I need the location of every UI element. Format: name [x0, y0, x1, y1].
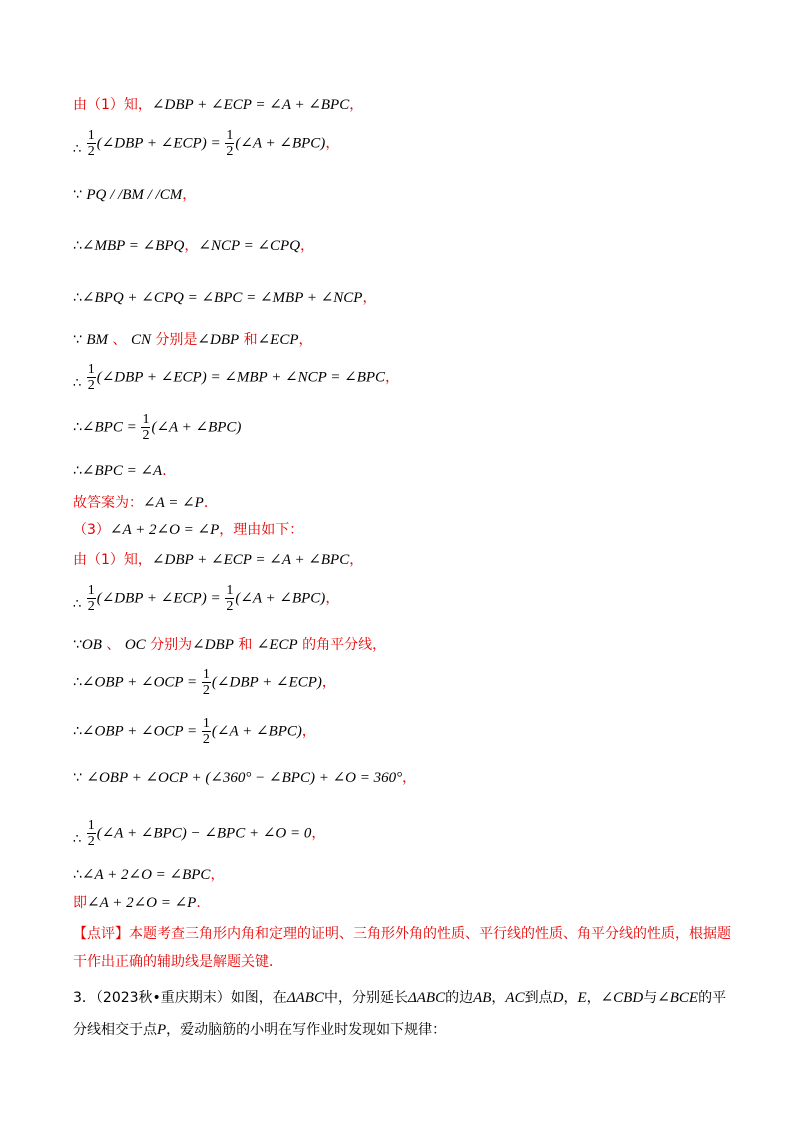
text: ，理由如下：	[219, 522, 304, 538]
fraction	[202, 667, 211, 698]
denominator: 2	[87, 834, 95, 849]
numerator: 1	[142, 412, 150, 427]
line-5	[73, 289, 376, 307]
therefore-symbol: ∴	[73, 238, 82, 254]
punct: ．	[162, 463, 177, 479]
punct: ，	[184, 238, 199, 254]
punct: ，	[325, 590, 340, 607]
text: 分别是	[155, 332, 198, 348]
text: ，	[563, 990, 578, 1006]
problem-3	[73, 982, 733, 1046]
equation: ∠A + 2∠O = ∠P	[109, 522, 220, 538]
point: P	[157, 1022, 167, 1038]
line-15	[73, 667, 336, 698]
line-1	[73, 96, 363, 114]
punct: ，	[298, 332, 313, 348]
text: 故答案为：	[73, 495, 143, 511]
text: 的边	[445, 990, 474, 1006]
text: 即	[73, 895, 87, 911]
text: 由（1）知，	[73, 97, 152, 113]
punct: 、	[112, 332, 127, 348]
equation: (∠DBP + ∠ECP) =	[96, 135, 225, 152]
denominator: 2	[87, 599, 95, 614]
line-16	[73, 716, 316, 747]
line-13	[73, 583, 339, 614]
denominator: 2	[202, 732, 210, 747]
punct: ，	[182, 187, 197, 203]
punct: ，	[402, 770, 417, 786]
punct: ，	[385, 369, 400, 386]
equation: (∠DBP + ∠ECP) =	[96, 590, 225, 607]
because-symbol: ∵	[73, 637, 82, 653]
therefore-symbol: ∴	[73, 419, 82, 436]
comment-paragraph	[73, 920, 733, 976]
punct: ，	[300, 238, 315, 254]
therefore-symbol: ∴	[73, 832, 82, 847]
variable: BM	[86, 332, 109, 348]
equation: ∠OBP + ∠OCP =	[81, 723, 201, 740]
text: 与	[643, 990, 658, 1006]
fraction	[87, 818, 96, 849]
text: 和	[238, 637, 253, 653]
line-9	[73, 462, 176, 480]
numerator: 1	[226, 583, 234, 598]
fraction	[225, 583, 234, 614]
therefore-symbol: ∴	[73, 597, 82, 612]
line-7	[73, 362, 399, 393]
punct: ，	[301, 723, 316, 740]
equation: (∠A + ∠BPC) − ∠BPC + ∠O = 0	[96, 825, 312, 842]
numerator: 1	[87, 818, 95, 833]
denominator: 2	[87, 144, 95, 159]
fraction	[225, 128, 234, 159]
text: 的平分线相交于点	[73, 990, 727, 1038]
equation: ∠DBP + ∠ECP = ∠A + ∠BPC	[151, 97, 350, 113]
line-6	[73, 331, 313, 349]
line-10	[73, 494, 218, 512]
equation: ∠DBP + ∠ECP = ∠A + ∠BPC	[151, 552, 350, 568]
because-symbol: ∵	[73, 770, 82, 786]
equation: ∠A + 2∠O = ∠BPC	[81, 867, 211, 883]
numerator: 1	[202, 667, 210, 682]
comment-label: 【点评】	[73, 926, 129, 942]
punct: ．	[196, 895, 211, 911]
equation: ∠OBP + ∠OCP + (∠360° − ∠BPC) + ∠O = 360°	[86, 770, 403, 786]
line-14	[73, 636, 386, 654]
variable: OC	[124, 637, 146, 653]
denominator: 2	[202, 683, 210, 698]
punct: ，	[311, 825, 326, 842]
text: 和	[243, 332, 258, 348]
equation: (∠DBP + ∠ECP) = ∠MBP + ∠NCP = ∠BPC	[96, 369, 386, 386]
text: ，	[586, 990, 601, 1006]
equation: ∠NCP = ∠CPQ	[198, 238, 301, 254]
line-19	[73, 866, 224, 884]
numerator: 1	[226, 128, 234, 143]
variable: CN	[130, 332, 151, 348]
equation: ∠BPC = ∠A	[81, 463, 163, 479]
line-17	[73, 769, 416, 787]
punct: 、	[106, 637, 121, 653]
numerator: 1	[87, 128, 95, 143]
text: ，爱动脑筋的小明在写作业时发现如下规律：	[166, 1022, 447, 1038]
line-11	[73, 521, 303, 539]
text: 中，分别延长	[323, 990, 408, 1006]
fraction	[87, 583, 96, 614]
numerator: 1	[202, 716, 210, 731]
segment: AB	[473, 990, 492, 1006]
text: 到点	[524, 990, 553, 1006]
denominator: 2	[87, 378, 95, 393]
because-symbol: ∵	[73, 187, 82, 203]
equation: ∠BPC =	[81, 419, 141, 436]
angle: ∠DBP	[192, 637, 234, 653]
punct: ，	[349, 97, 364, 113]
punct: ，	[210, 867, 225, 883]
point: D	[552, 990, 564, 1006]
variable: OB	[81, 637, 102, 653]
equation: PQ / /BM / /CM	[86, 187, 183, 203]
line-12	[73, 551, 363, 569]
equation: (∠A + ∠BPC)	[235, 135, 326, 152]
comment-text: 本题考查三角形内角和定理的证明、三角形外角的性质、平行线的性质、角平分线的性质，根据题干作出正确的辅助线是解题关键．	[73, 926, 731, 970]
therefore-symbol: ∴	[73, 376, 82, 391]
therefore-symbol: ∴	[73, 674, 82, 691]
angle: ∠ECP	[256, 637, 298, 653]
line-8	[73, 412, 241, 443]
equation: (∠A + ∠BPC)	[235, 590, 326, 607]
fraction	[202, 716, 211, 747]
angle: ∠ECP	[257, 332, 299, 348]
angle: ∠BCE	[657, 990, 699, 1006]
equation: ∠A = ∠P	[143, 495, 204, 511]
text: 如图，在	[230, 990, 287, 1006]
line-20	[73, 894, 210, 912]
therefore-symbol: ∴	[73, 290, 82, 306]
equation: ∠OBP + ∠OCP =	[81, 674, 201, 691]
line-3	[73, 186, 196, 204]
equation: (∠A + ∠BPC)	[151, 419, 242, 436]
denominator: 2	[226, 599, 234, 614]
text: ，	[491, 990, 506, 1006]
triangle: ΔABC	[407, 990, 446, 1006]
denominator: 2	[142, 428, 150, 443]
segment: AC	[505, 990, 525, 1006]
punct: ．	[203, 495, 218, 511]
text: 分别为	[150, 637, 193, 653]
numerator: 1	[87, 583, 95, 598]
equation: (∠A + ∠BPC)	[211, 723, 302, 740]
fraction	[87, 362, 96, 393]
punct: ，	[325, 135, 340, 152]
text: 由（1）知，	[73, 552, 152, 568]
angle: ∠DBP	[197, 332, 240, 348]
fraction	[141, 412, 150, 443]
equation: ∠MBP = ∠BPQ	[81, 238, 185, 254]
punct: ，	[362, 290, 377, 306]
triangle: ΔABC	[286, 990, 324, 1006]
therefore-symbol: ∴	[73, 723, 82, 740]
line-2	[73, 128, 339, 159]
fraction	[87, 128, 96, 159]
line-4	[73, 237, 314, 255]
angle: ∠CBD	[600, 990, 644, 1006]
equation: (∠DBP + ∠ECP)	[211, 674, 322, 691]
text: 的角平分线，	[302, 637, 387, 653]
therefore-symbol: ∴	[73, 142, 82, 157]
because-symbol: ∵	[73, 332, 82, 348]
point: E	[577, 990, 587, 1006]
punct: ，	[349, 552, 364, 568]
therefore-symbol: ∴	[73, 463, 82, 479]
equation: ∠BPQ + ∠CPQ = ∠BPC = ∠MBP + ∠NCP	[81, 290, 363, 306]
therefore-symbol: ∴	[73, 867, 82, 883]
text: （3）	[73, 522, 110, 538]
numerator: 1	[87, 362, 95, 377]
punct: ，	[321, 674, 336, 691]
line-18	[73, 818, 325, 849]
denominator: 2	[226, 144, 234, 159]
problem-number: 3．	[73, 990, 96, 1006]
equation: ∠A + 2∠O = ∠P	[87, 895, 197, 911]
problem-source: （2023秋•重庆期末）	[95, 990, 231, 1006]
